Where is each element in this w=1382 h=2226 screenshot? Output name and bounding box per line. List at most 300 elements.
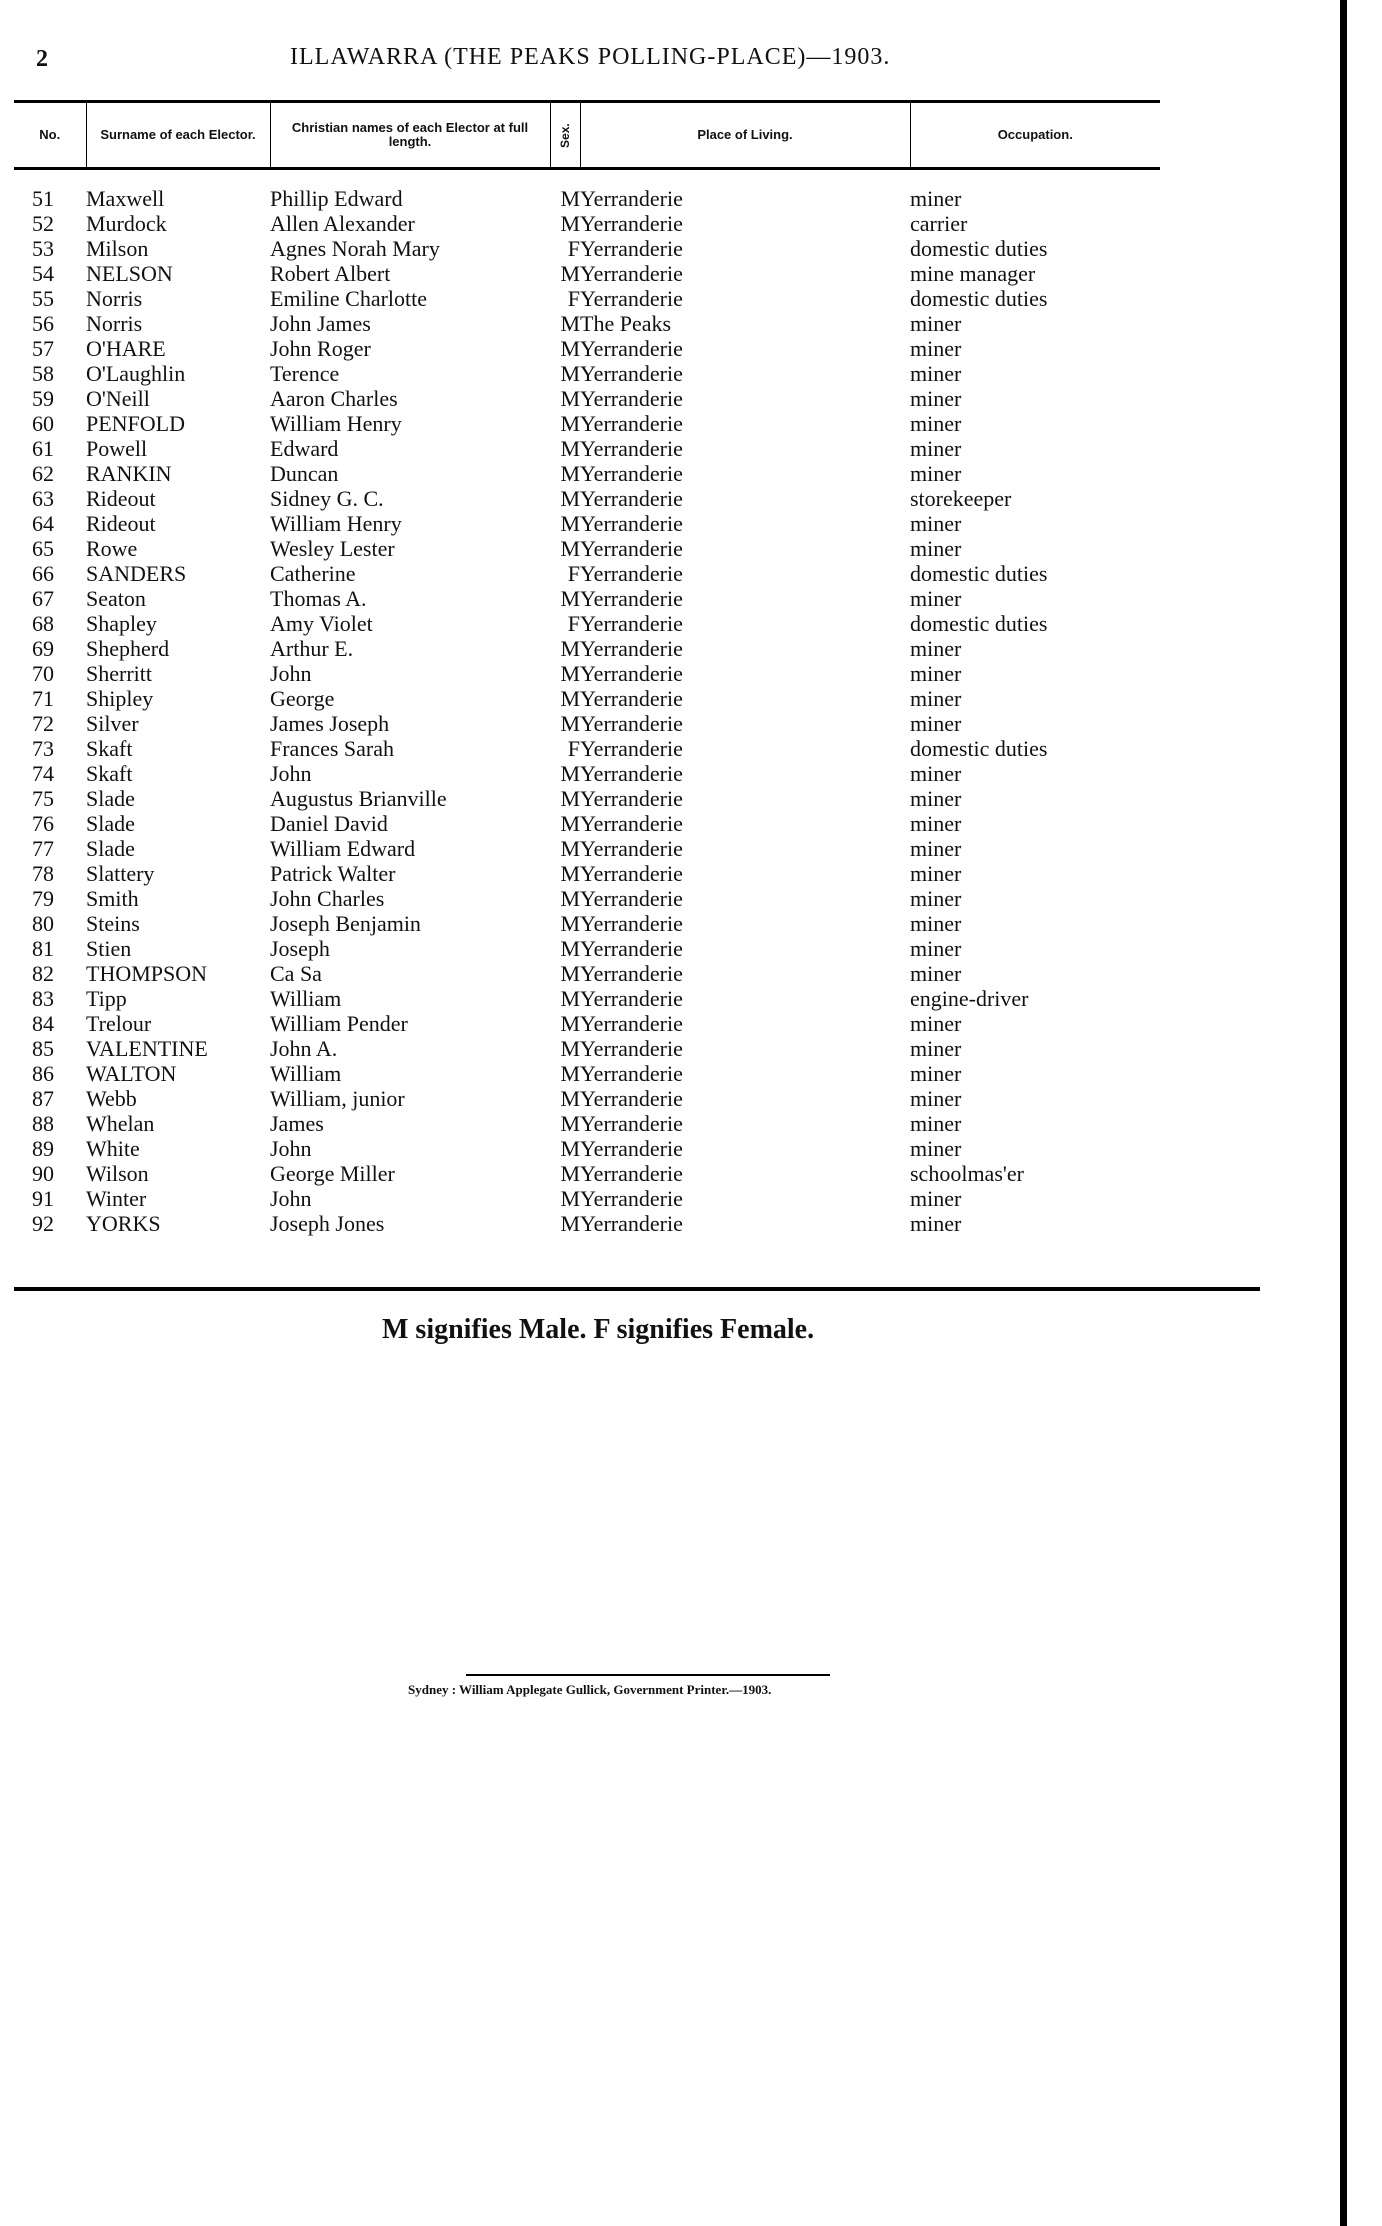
table-body — [14, 169, 1160, 1251]
elector-number: 73 — [32, 736, 54, 761]
elector-place: Yerranderie — [580, 386, 683, 411]
elector-number: 84 — [32, 1011, 54, 1036]
elector-occupation: miner — [910, 886, 962, 911]
elector-place: Yerranderie — [580, 1036, 683, 1061]
elector-sex: M — [560, 1186, 580, 1211]
elector-place: Yerranderie — [580, 886, 683, 911]
table-row — [14, 686, 1160, 711]
bottom-rule — [14, 1287, 1260, 1291]
elector-place: Yerranderie — [580, 936, 683, 961]
elector-occupation: miner — [910, 1136, 962, 1161]
elector-place: Yerranderie — [580, 786, 683, 811]
elector-occupation: miner — [910, 711, 962, 736]
elector-surname: Wilson — [86, 1161, 149, 1186]
elector-occupation: mine manager — [910, 261, 1036, 286]
elector-number: 60 — [32, 411, 54, 436]
elector-number: 83 — [32, 986, 54, 1011]
elector-surname: Murdock — [86, 211, 167, 236]
elector-christian-names: Allen Alexander — [270, 211, 415, 236]
table-row — [14, 1086, 1160, 1111]
elector-number: 54 — [32, 261, 54, 286]
elector-christian-names: Daniel David — [270, 811, 388, 836]
elector-place: Yerranderie — [580, 361, 683, 386]
elector-surname: SANDERS — [86, 561, 187, 586]
elector-sex: M — [560, 511, 580, 536]
elector-number: 53 — [32, 236, 54, 261]
elector-sex: M — [560, 661, 580, 686]
elector-sex: M — [560, 1061, 580, 1086]
elector-christian-names: William — [270, 986, 342, 1011]
elector-number: 88 — [32, 1111, 54, 1136]
elector-number: 57 — [32, 336, 54, 361]
elector-christian-names: John — [270, 1136, 312, 1161]
elector-christian-names: John Roger — [270, 336, 371, 361]
elector-number: 86 — [32, 1061, 54, 1086]
elector-christian-names: Catherine — [270, 561, 356, 586]
elector-christian-names: John Charles — [270, 886, 385, 911]
elector-sex: M — [560, 261, 580, 286]
elector-surname: VALENTINE — [86, 1036, 208, 1061]
elector-sex: M — [560, 461, 580, 486]
elector-occupation: miner — [910, 1186, 962, 1211]
elector-christian-names: Joseph Jones — [270, 1211, 385, 1236]
elector-occupation: miner — [910, 411, 962, 436]
elector-occupation: miner — [910, 461, 962, 486]
elector-place: Yerranderie — [580, 911, 683, 936]
elector-number: 64 — [32, 511, 54, 536]
table-row — [14, 361, 1160, 386]
elector-sex: M — [560, 586, 580, 611]
elector-surname: Maxwell — [86, 185, 165, 211]
elector-surname: O'Neill — [86, 386, 150, 411]
elector-sex: M — [560, 786, 580, 811]
elector-place: Yerranderie — [580, 486, 683, 511]
elector-place: Yerranderie — [580, 611, 683, 636]
elector-number: 74 — [32, 761, 54, 786]
column-header-christian-names: Christian names of each Elector at full length. — [270, 102, 550, 169]
table-row — [14, 336, 1160, 361]
table-row — [14, 486, 1160, 511]
elector-christian-names: John — [270, 761, 312, 786]
elector-number: 70 — [32, 661, 54, 686]
table-row — [14, 1161, 1160, 1186]
elector-place: Yerranderie — [580, 736, 683, 761]
elector-christian-names: William, junior — [270, 1086, 405, 1111]
table-row — [14, 211, 1160, 236]
table-row — [14, 886, 1160, 911]
table-row — [14, 811, 1160, 836]
elector-christian-names: George Miller — [270, 1161, 395, 1186]
elector-surname: Skaft — [86, 761, 133, 786]
elector-place: Yerranderie — [580, 1061, 683, 1086]
elector-surname: Norris — [86, 286, 143, 311]
elector-occupation: schoolmas'er — [910, 1161, 1024, 1186]
table-row — [14, 711, 1160, 736]
elector-number: 90 — [32, 1161, 54, 1186]
table-row — [14, 761, 1160, 786]
elector-place: Yerranderie — [580, 536, 683, 561]
table-row — [14, 586, 1160, 611]
elector-christian-names: William — [270, 1061, 342, 1086]
elector-sex: M — [560, 536, 580, 561]
elector-place: Yerranderie — [580, 1211, 683, 1236]
elector-occupation: miner — [910, 1211, 962, 1236]
elector-number: 66 — [32, 561, 54, 586]
elector-christian-names: Frances Sarah — [270, 736, 395, 761]
elector-number: 61 — [32, 436, 54, 461]
elector-place: Yerranderie — [580, 461, 683, 486]
electoral-roll-table — [14, 100, 1160, 1250]
table-row — [14, 411, 1160, 436]
elector-place: Yerranderie — [580, 836, 683, 861]
table-row — [14, 1011, 1160, 1036]
elector-number: 55 — [32, 286, 54, 311]
elector-christian-names: Amy Violet — [270, 611, 373, 636]
elector-number: 65 — [32, 536, 54, 561]
page-number: 2 — [36, 46, 48, 72]
elector-number: 67 — [32, 586, 54, 611]
elector-number: 80 — [32, 911, 54, 936]
elector-occupation: miner — [910, 811, 962, 836]
elector-sex: M — [560, 411, 580, 436]
elector-place: Yerranderie — [580, 586, 683, 611]
elector-surname: Skaft — [86, 736, 133, 761]
elector-number: 59 — [32, 386, 54, 411]
elector-number: 69 — [32, 636, 54, 661]
elector-occupation: miner — [910, 336, 962, 361]
column-header-sex — [550, 102, 580, 169]
elector-occupation: miner — [910, 761, 962, 786]
elector-occupation: miner — [910, 586, 962, 611]
elector-number: 92 — [32, 1211, 54, 1236]
table-row — [14, 936, 1160, 961]
sex-header-label: Sex. — [557, 123, 572, 148]
elector-occupation: miner — [910, 661, 962, 686]
table-row — [14, 961, 1160, 986]
elector-sex: M — [560, 711, 580, 736]
elector-sex: F — [567, 736, 580, 761]
elector-sex: M — [560, 1036, 580, 1061]
elector-christian-names: Augustus Brianville — [270, 786, 447, 811]
table-row — [14, 986, 1160, 1011]
elector-number: 79 — [32, 886, 54, 911]
elector-occupation: miner — [910, 1111, 962, 1136]
elector-sex: M — [560, 986, 580, 1011]
page-title: ILLAWARRA (THE PEAKS POLLING-PLACE)—1903. — [290, 44, 891, 70]
elector-place: Yerranderie — [580, 1086, 683, 1111]
elector-place: Yerranderie — [580, 211, 683, 236]
elector-place: Yerranderie — [580, 636, 683, 661]
elector-occupation: miner — [910, 361, 962, 386]
elector-occupation: domestic duties — [910, 611, 1048, 636]
elector-place: Yerranderie — [580, 1161, 683, 1186]
elector-number: 63 — [32, 486, 54, 511]
elector-occupation: domestic duties — [910, 236, 1048, 261]
elector-occupation: miner — [910, 1061, 962, 1086]
elector-surname: NELSON — [86, 261, 173, 286]
elector-place: Yerranderie — [580, 761, 683, 786]
table-row — [14, 1036, 1160, 1061]
elector-sex: M — [560, 336, 580, 361]
column-header-surname: Surname of each Elector. — [86, 102, 270, 169]
elector-surname: RANKIN — [86, 461, 172, 486]
elector-number: 76 — [32, 811, 54, 836]
elector-surname: THOMPSON — [86, 961, 208, 986]
elector-place: Yerranderie — [580, 711, 683, 736]
elector-place: Yerranderie — [580, 686, 683, 711]
elector-sex: F — [567, 611, 580, 636]
elector-occupation: miner — [910, 961, 962, 986]
column-header-occupation: Occupation. — [910, 102, 1160, 169]
elector-surname: Milson — [86, 236, 149, 261]
elector-sex: M — [560, 1161, 580, 1186]
elector-number: 89 — [32, 1136, 54, 1161]
elector-number: 71 — [32, 686, 54, 711]
elector-christian-names: Duncan — [270, 461, 339, 486]
elector-sex: M — [560, 311, 580, 336]
table-row — [14, 436, 1160, 461]
elector-surname: Rideout — [86, 486, 156, 511]
table-row — [14, 786, 1160, 811]
elector-number: 72 — [32, 711, 54, 736]
table-row — [14, 861, 1160, 886]
elector-occupation: miner — [910, 511, 962, 536]
elector-place: Yerranderie — [580, 961, 683, 986]
elector-place: Yerranderie — [580, 185, 683, 211]
elector-christian-names: Emiline Charlotte — [270, 286, 428, 311]
elector-number: 52 — [32, 211, 54, 236]
elector-occupation: miner — [910, 436, 962, 461]
elector-number: 68 — [32, 611, 54, 636]
elector-place: Yerranderie — [580, 236, 683, 261]
elector-surname: Slade — [86, 811, 135, 836]
elector-sex: M — [560, 861, 580, 886]
elector-christian-names: John — [270, 661, 312, 686]
elector-sex: M — [560, 486, 580, 511]
elector-place: Yerranderie — [580, 1186, 683, 1211]
elector-number: 62 — [32, 461, 54, 486]
elector-number: 87 — [32, 1086, 54, 1111]
elector-place: Yerranderie — [580, 561, 683, 586]
elector-surname: Trelour — [86, 1011, 152, 1036]
elector-surname: Slade — [86, 836, 135, 861]
elector-surname: Smith — [86, 886, 139, 911]
elector-number: 81 — [32, 936, 54, 961]
elector-sex: M — [560, 961, 580, 986]
elector-place: Yerranderie — [580, 1011, 683, 1036]
table-row — [14, 911, 1160, 936]
elector-christian-names: Aaron Charles — [270, 386, 398, 411]
elector-christian-names: Phillip Edward — [270, 185, 403, 211]
elector-occupation: miner — [910, 185, 962, 211]
elector-number: 85 — [32, 1036, 54, 1061]
elector-sex: F — [567, 561, 580, 586]
elector-occupation: miner — [910, 686, 962, 711]
elector-christian-names: James — [270, 1111, 324, 1136]
elector-occupation: domestic duties — [910, 561, 1048, 586]
elector-number: 77 — [32, 836, 54, 861]
elector-christian-names: Ca Sa — [270, 961, 322, 986]
elector-sex: F — [567, 236, 580, 261]
elector-occupation: miner — [910, 786, 962, 811]
elector-occupation: miner — [910, 861, 962, 886]
table-row — [14, 169, 1160, 212]
elector-place: Yerranderie — [580, 436, 683, 461]
elector-christian-names: George — [270, 686, 335, 711]
printer-imprint: Sydney : William Applegate Gullick, Government Printer.—1903. — [408, 1682, 772, 1697]
printer-rule — [466, 1674, 830, 1676]
elector-sex: M — [560, 1211, 580, 1236]
elector-occupation: miner — [910, 311, 962, 336]
elector-surname: Shapley — [86, 611, 157, 636]
elector-christian-names: Joseph — [270, 936, 330, 961]
elector-sex: M — [560, 185, 580, 211]
elector-occupation: miner — [910, 1011, 962, 1036]
elector-occupation: miner — [910, 1086, 962, 1111]
table-row — [14, 1136, 1160, 1161]
elector-place: Yerranderie — [580, 986, 683, 1011]
elector-occupation: miner — [910, 836, 962, 861]
elector-number: 51 — [32, 185, 54, 211]
elector-number: 78 — [32, 861, 54, 886]
elector-number: 82 — [32, 961, 54, 986]
elector-sex: M — [560, 686, 580, 711]
elector-sex: M — [560, 911, 580, 936]
page-edge-border — [1340, 0, 1347, 2226]
elector-surname: YORKS — [86, 1211, 161, 1236]
column-header-no: No. — [14, 102, 86, 169]
elector-sex: M — [560, 1086, 580, 1111]
elector-occupation: miner — [910, 636, 962, 661]
table-row — [14, 311, 1160, 336]
elector-surname: Tipp — [86, 986, 127, 1011]
elector-christian-names: Robert Albert — [270, 261, 391, 286]
elector-surname: White — [86, 1136, 140, 1161]
elector-surname: Powell — [86, 436, 148, 461]
elector-occupation: domestic duties — [910, 286, 1048, 311]
elector-surname: Rideout — [86, 511, 156, 536]
elector-place: Yerranderie — [580, 286, 683, 311]
elector-sex: M — [560, 1111, 580, 1136]
elector-christian-names: Sidney G. C. — [270, 486, 384, 511]
elector-sex: M — [560, 886, 580, 911]
elector-sex: M — [560, 836, 580, 861]
elector-christian-names: John — [270, 1186, 312, 1211]
sex-legend: M signifies Male. F signifies Female. — [382, 1314, 815, 1345]
table-row — [14, 236, 1160, 261]
elector-sex: M — [560, 361, 580, 386]
table-row — [14, 661, 1160, 686]
elector-christian-names: Wesley Lester — [270, 536, 395, 561]
elector-place: Yerranderie — [580, 861, 683, 886]
table-row — [14, 1186, 1160, 1211]
elector-christian-names: Arthur E. — [270, 636, 354, 661]
elector-surname: PENFOLD — [86, 411, 186, 436]
elector-christian-names: Terence — [270, 361, 340, 386]
elector-christian-names: William Pender — [270, 1011, 408, 1036]
elector-christian-names: John A. — [270, 1036, 338, 1061]
elector-christian-names: Thomas A. — [270, 586, 367, 611]
elector-place: Yerranderie — [580, 336, 683, 361]
elector-sex: M — [560, 1011, 580, 1036]
elector-surname: Silver — [86, 711, 139, 736]
elector-sex: M — [560, 761, 580, 786]
elector-occupation: carrier — [910, 211, 968, 236]
elector-surname: Webb — [86, 1086, 137, 1111]
column-header-place: Place of Living. — [580, 102, 910, 169]
table-row — [14, 286, 1160, 311]
elector-sex: M — [560, 811, 580, 836]
elector-number: 56 — [32, 311, 54, 336]
elector-surname: Steins — [86, 911, 140, 936]
elector-occupation: miner — [910, 936, 962, 961]
elector-christian-names: William Henry — [270, 411, 402, 436]
elector-surname: O'HARE — [86, 336, 166, 361]
elector-sex: M — [560, 936, 580, 961]
elector-occupation: miner — [910, 386, 962, 411]
elector-surname: Sherritt — [86, 661, 152, 686]
elector-occupation: miner — [910, 911, 962, 936]
elector-surname: O'Laughlin — [86, 361, 186, 386]
elector-surname: Stien — [86, 936, 132, 961]
table-row — [14, 611, 1160, 636]
elector-occupation: miner — [910, 536, 962, 561]
elector-number: 58 — [32, 361, 54, 386]
elector-place: The Peaks — [580, 311, 672, 336]
table-row — [14, 736, 1160, 761]
table-row — [14, 561, 1160, 586]
elector-place: Yerranderie — [580, 511, 683, 536]
elector-place: Yerranderie — [580, 411, 683, 436]
elector-christian-names: James Joseph — [270, 711, 390, 736]
elector-surname: Slattery — [86, 861, 155, 886]
elector-sex: M — [560, 386, 580, 411]
elector-occupation: domestic duties — [910, 736, 1048, 761]
elector-sex: M — [560, 436, 580, 461]
table-row — [14, 511, 1160, 536]
elector-sex: F — [567, 286, 580, 311]
table-row — [14, 461, 1160, 486]
elector-surname: Norris — [86, 311, 143, 336]
elector-christian-names: Agnes Norah Mary — [270, 236, 440, 261]
table-row — [14, 636, 1160, 661]
elector-number: 75 — [32, 786, 54, 811]
elector-place: Yerranderie — [580, 811, 683, 836]
elector-number: 91 — [32, 1186, 54, 1211]
elector-place: Yerranderie — [580, 1136, 683, 1161]
elector-sex: M — [560, 636, 580, 661]
elector-surname: Winter — [86, 1186, 147, 1211]
table-header — [14, 102, 1160, 169]
elector-surname: Shepherd — [86, 636, 170, 661]
elector-surname: Shipley — [86, 686, 154, 711]
elector-occupation: storekeeper — [910, 486, 1012, 511]
elector-sex: M — [560, 1136, 580, 1161]
table-row — [14, 261, 1160, 286]
elector-surname: Rowe — [86, 536, 138, 561]
elector-christian-names: John James — [270, 311, 371, 336]
table-row — [14, 1211, 1160, 1250]
elector-place: Yerranderie — [580, 261, 683, 286]
elector-occupation: engine-driver — [910, 986, 1029, 1011]
elector-surname: Whelan — [86, 1111, 155, 1136]
elector-sex: M — [560, 211, 580, 236]
elector-christian-names: Joseph Benjamin — [270, 911, 421, 936]
elector-christian-names: William Henry — [270, 511, 402, 536]
elector-occupation: miner — [910, 1036, 962, 1061]
elector-surname: WALTON — [86, 1061, 177, 1086]
elector-christian-names: William Edward — [270, 836, 416, 861]
